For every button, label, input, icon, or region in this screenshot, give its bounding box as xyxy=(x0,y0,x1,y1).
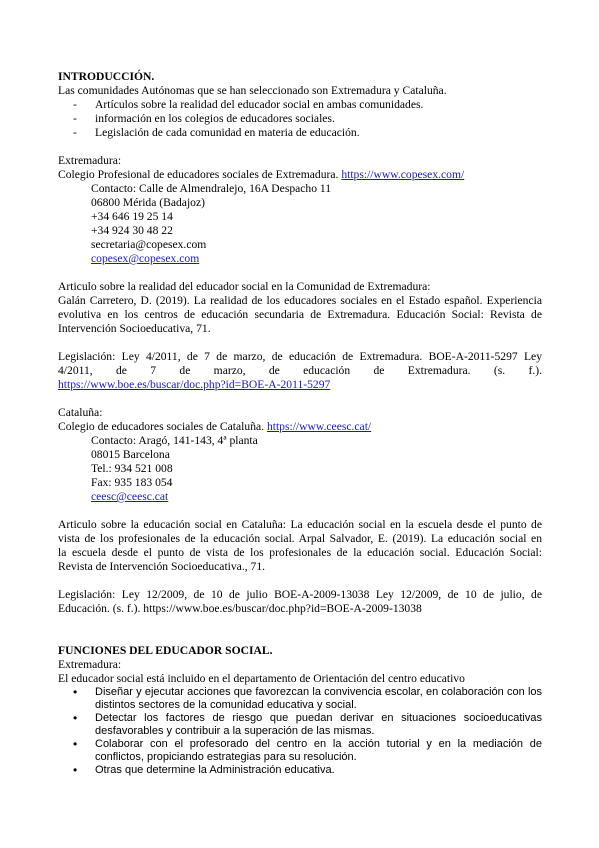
boe-extremadura-link[interactable]: https://www.boe.es/buscar/doc.php?id=BOE-A-2011-5297 xyxy=(58,378,331,391)
list-item: - Legislación de cada comunidad en materia de educación. xyxy=(73,126,360,139)
funciones-label: Extremadura: xyxy=(58,658,122,671)
intro-heading: INTRODUCCIÓN. xyxy=(58,70,155,83)
extremadura-colegio: Colegio Profesional de educadores sociales de Extremadura. https://www.copesex.com/ xyxy=(58,168,465,181)
bullet-icon: • xyxy=(73,711,78,725)
cataluna-law-line: Educación. (s. f.). https://www.boe.es/buscar/doc.php?id=BOE-A-2009-13038 xyxy=(58,602,422,615)
cataluna-contact xyxy=(58,434,542,504)
contact-line: secretaria@copesex.com xyxy=(91,238,207,251)
extremadura-label: Extremadura: xyxy=(58,154,122,167)
funciones-heading: FUNCIONES DEL EDUCADOR SOCIAL. xyxy=(58,644,273,657)
bullet-icon: • xyxy=(73,763,78,777)
extremadura-article-line: Intervención Socioeducativa, 71. xyxy=(58,322,211,335)
extremadura-contact xyxy=(58,182,542,266)
contact-line: Tel.: 934 521 008 xyxy=(91,462,173,475)
dash-marker: - xyxy=(73,126,77,139)
contact-line: Contacto: Calle de Almendralejo, 16A Despacho 11 xyxy=(91,182,332,195)
funciones-text: El educador social está incluido en el departamento de Orientación del centro educativo xyxy=(58,672,465,685)
cataluna-label: Cataluña: xyxy=(58,406,103,419)
intro-text: Las comunidades Autónomas que se han seleccionado son Extremadura y Cataluña. xyxy=(58,84,447,97)
list-item: • Colaborar con el profesorado del centro en la acción tutorial y en la mediación de conflictos, propiciando estrategias para su resolución. xyxy=(73,737,542,763)
bullet-icon: • xyxy=(73,685,78,699)
contact-line: +34 924 30 48 22 xyxy=(91,224,173,237)
copesex-website-link[interactable]: https://www.copesex.com/ xyxy=(341,168,465,181)
extremadura-law-line: Legislación: Ley 4/2011, de 7 de marzo, de educación de Extremadura. BOE-A-2011-5297 Ley xyxy=(58,350,542,363)
list-item: - Artículos sobre la realidad del educador social en ambas comunidades. xyxy=(73,98,424,111)
cataluna-article-line: Articulo sobre la educación social en Cataluña: La educación social en la escuela desde el punto de xyxy=(58,518,542,531)
contact-line: Fax: 935 183 054 xyxy=(91,476,173,489)
contact-line: 08015 Barcelona xyxy=(91,448,170,461)
list-item: • Diseñar y ejecutar acciones que favorezcan la convivencia escolar, en colaboración con los distintos sectores de la comunidad educativa y social. xyxy=(73,685,542,711)
copesex-email-link[interactable]: copesex@copesex.com xyxy=(91,252,200,265)
bullet-icon: • xyxy=(73,737,78,751)
intro-list xyxy=(58,98,542,140)
ceesc-email-link[interactable]: ceesc@ceesc.cat xyxy=(91,490,169,503)
list-item: • Detectar los factores de riesgo que puedan derivar en situaciones socioeducativas desfavorables y contribuir a la superación de las mismas. xyxy=(73,711,542,737)
list-item: • Otras que determine la Administración educativa. xyxy=(73,763,335,777)
list-item: - información en los colegios de educadores sociales. xyxy=(73,112,335,125)
cataluna-law-line: Legislación: Ley 12/2009, de 10 de julio BOE-A-2009-13038 Ley 12/2009, de 10 de julio, de xyxy=(58,588,542,601)
cataluna-colegio: Colegio de educadores sociales de Cataluña. https://www.ceesc.cat/ xyxy=(58,420,372,433)
dash-marker: - xyxy=(73,112,77,125)
extremadura-article-line: evolutiva en los centros de educación secundaria de Extremadura. Educación Social: Revista de xyxy=(58,308,542,321)
funciones-list xyxy=(58,686,542,777)
ceesc-website-link[interactable]: https://www.ceesc.cat/ xyxy=(266,420,372,433)
cataluna-article-line: Revista de Intervención Socioeducativa., 71. xyxy=(58,560,266,573)
dash-marker: - xyxy=(73,98,77,111)
contact-line: 06800 Mérida (Badajoz) xyxy=(91,196,205,209)
extremadura-article-title: Articulo sobre la realidad del educador social en la Comunidad de Extremadura: xyxy=(58,280,431,293)
cataluna-article-line: vista de los profesionales de la educación social. Arpal Salvador, E. (2019). La educación social en xyxy=(58,532,542,545)
cataluna-article-line: la escuela desde el punto de vista de los profesionales de la educación social. Educación Social: xyxy=(58,546,542,559)
contact-line: Contacto: Aragó, 141-143, 4ª planta xyxy=(91,434,258,447)
extremadura-law-line: 4/2011, de 7 de marzo, de educación de Extremadura. (s. f.). xyxy=(58,364,542,377)
extremadura-article-line: Galán Carretero, D. (2019). La realidad de los educadores sociales en el Estado español. Experiencia xyxy=(58,294,542,307)
contact-line: +34 646 19 25 14 xyxy=(91,210,173,223)
document-page xyxy=(58,70,542,777)
